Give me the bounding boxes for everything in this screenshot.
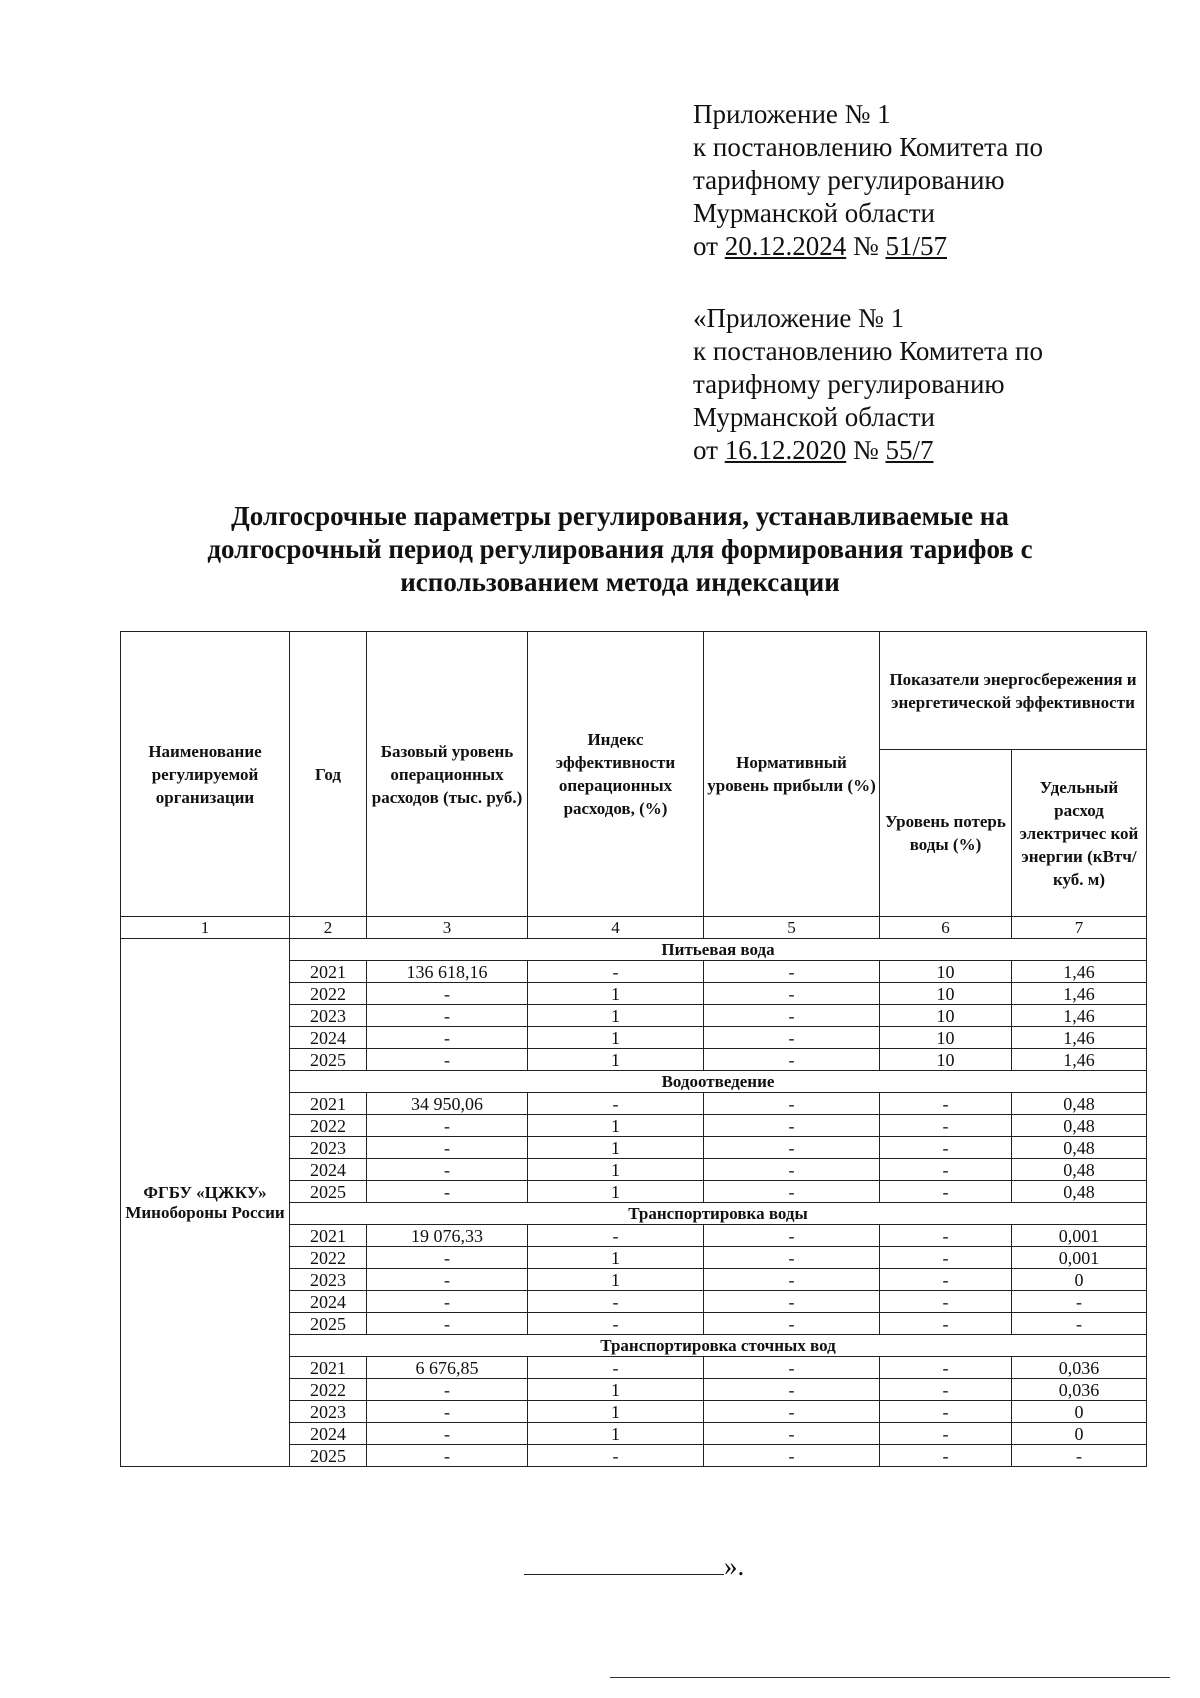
cell-profit-level: - (704, 1181, 880, 1203)
cell-water-loss: - (880, 1445, 1012, 1467)
column-number-cell: 5 (704, 917, 880, 939)
section-row (121, 939, 1147, 961)
header-year: Год (290, 632, 367, 917)
column-number-cell: 2 (290, 917, 367, 939)
column-number-cell: 7 (1012, 917, 1147, 939)
cell-efficiency-index: - (528, 1291, 704, 1313)
cell-efficiency-index: - (528, 1225, 704, 1247)
cell-year: 2021 (290, 1357, 367, 1379)
cell-efficiency-index: 1 (528, 1401, 704, 1423)
cell-base-level: - (367, 1445, 528, 1467)
section-title: Водоотведение (290, 1071, 1147, 1093)
header-efficiency-index: Индекс эффективности операционных расходов, (%) (528, 632, 704, 917)
section-title: Транспортировка сточных вод (290, 1335, 1147, 1357)
cell-base-level: 6 676,85 (367, 1357, 528, 1379)
number-prefix: № (846, 435, 886, 465)
cell-base-level: - (367, 1005, 528, 1027)
cell-water-loss: - (880, 1401, 1012, 1423)
cell-year: 2022 (290, 1247, 367, 1269)
cell-year: 2023 (290, 1269, 367, 1291)
footer-divider (610, 1677, 1170, 1678)
cell-profit-level: - (704, 1225, 880, 1247)
cell-efficiency-index: - (528, 1313, 704, 1335)
cell-efficiency-index: 1 (528, 1247, 704, 1269)
column-number-cell: 3 (367, 917, 528, 939)
appendix-date-line (693, 434, 1153, 467)
cell-water-loss: 10 (880, 1005, 1012, 1027)
cell-year: 2025 (290, 1445, 367, 1467)
cell-profit-level: - (704, 1291, 880, 1313)
cell-efficiency-index: 1 (528, 1181, 704, 1203)
cell-water-loss: - (880, 1181, 1012, 1203)
cell-base-level: - (367, 1313, 528, 1335)
appendix-header-current (693, 98, 1153, 263)
cell-year: 2025 (290, 1313, 367, 1335)
header-water-loss: Уровень потерь воды (%) (880, 750, 1012, 917)
document-title (120, 500, 1120, 599)
cell-year: 2024 (290, 1291, 367, 1313)
appendix-line: тарифному регулированию (693, 165, 1005, 195)
cell-electricity: 0 (1012, 1401, 1147, 1423)
cell-year: 2023 (290, 1005, 367, 1027)
cell-water-loss: - (880, 1247, 1012, 1269)
cell-year: 2022 (290, 983, 367, 1005)
appendix-line: Мурманской области (693, 402, 935, 432)
cell-base-level: 34 950,06 (367, 1093, 528, 1115)
section-title: Питьевая вода (290, 939, 1147, 961)
cell-electricity: 0,48 (1012, 1115, 1147, 1137)
resolution-date: 16.12.2020 (724, 435, 847, 465)
cell-year: 2021 (290, 1225, 367, 1247)
cell-year: 2025 (290, 1181, 367, 1203)
cell-base-level: - (367, 1027, 528, 1049)
cell-base-level: - (367, 1137, 528, 1159)
cell-electricity: 1,46 (1012, 1049, 1147, 1071)
cell-base-level: 136 618,16 (367, 961, 528, 983)
cell-electricity: - (1012, 1445, 1147, 1467)
appendix-line: тарифному регулированию (693, 369, 1005, 399)
cell-water-loss: 10 (880, 983, 1012, 1005)
cell-water-loss: - (880, 1093, 1012, 1115)
cell-year: 2022 (290, 1115, 367, 1137)
cell-base-level: - (367, 1247, 528, 1269)
cell-profit-level: - (704, 961, 880, 983)
resolution-number: 55/7 (885, 435, 934, 465)
cell-electricity: 0 (1012, 1423, 1147, 1445)
column-number-cell: 1 (121, 917, 290, 939)
cell-efficiency-index: 1 (528, 1115, 704, 1137)
column-number-cell: 6 (880, 917, 1012, 939)
cell-electricity: 0,036 (1012, 1379, 1147, 1401)
cell-efficiency-index: 1 (528, 1423, 704, 1445)
cell-base-level: - (367, 1423, 528, 1445)
resolution-date: 20.12.2024 (724, 231, 847, 261)
cell-efficiency-index: 1 (528, 983, 704, 1005)
date-prefix: от (693, 435, 725, 465)
appendix-line: к постановлению Комитета по (693, 132, 1043, 162)
appendix-header-original (693, 302, 1153, 467)
appendix-line: Приложение № 1 (693, 99, 891, 129)
cell-electricity: 1,46 (1012, 961, 1147, 983)
number-prefix: № (846, 231, 886, 261)
cell-electricity: - (1012, 1291, 1147, 1313)
cell-efficiency-index: - (528, 961, 704, 983)
resolution-number: 51/57 (885, 231, 947, 261)
cell-water-loss: - (880, 1291, 1012, 1313)
cell-electricity: 1,46 (1012, 1005, 1147, 1027)
cell-base-level: 19 076,33 (367, 1225, 528, 1247)
cell-water-loss: 10 (880, 1027, 1012, 1049)
date-prefix: от (693, 231, 725, 261)
cell-electricity: 0,001 (1012, 1247, 1147, 1269)
cell-profit-level: - (704, 1027, 880, 1049)
appendix-line: «Приложение № 1 (693, 303, 905, 333)
cell-efficiency-index: 1 (528, 1379, 704, 1401)
cell-base-level: - (367, 1269, 528, 1291)
organization-name: ФГБУ «ЦЖКУ» Минобороны России (121, 939, 290, 1467)
cell-profit-level: - (704, 1445, 880, 1467)
cell-base-level: - (367, 1181, 528, 1203)
header-energy-group: Показатели энергосбережения и энергетической эффективности (880, 632, 1147, 750)
cell-base-level: - (367, 1291, 528, 1313)
header-profit-level: Нормативный уровень прибыли (%) (704, 632, 880, 917)
cell-electricity: 0,48 (1012, 1181, 1147, 1203)
cell-profit-level: - (704, 1049, 880, 1071)
cell-base-level: - (367, 1379, 528, 1401)
cell-water-loss: - (880, 1269, 1012, 1291)
cell-profit-level: - (704, 1115, 880, 1137)
cell-electricity: 1,46 (1012, 983, 1147, 1005)
cell-electricity: 0,48 (1012, 1159, 1147, 1181)
title-line: использованием метода индексации (400, 567, 840, 597)
cell-profit-level: - (704, 983, 880, 1005)
cell-efficiency-index: 1 (528, 1027, 704, 1049)
cell-electricity: 1,46 (1012, 1027, 1147, 1049)
cell-profit-level: - (704, 1247, 880, 1269)
cell-water-loss: - (880, 1313, 1012, 1335)
cell-water-loss: - (880, 1423, 1012, 1445)
cell-electricity: 0,001 (1012, 1225, 1147, 1247)
title-line: Долгосрочные параметры регулирования, устанавливаемые на (231, 501, 1009, 531)
appendix-date-line (693, 230, 1153, 263)
column-number-cell: 4 (528, 917, 704, 939)
cell-water-loss: - (880, 1115, 1012, 1137)
cell-efficiency-index: 1 (528, 1049, 704, 1071)
closing-mark (524, 1550, 744, 1583)
cell-base-level: - (367, 1401, 528, 1423)
cell-profit-level: - (704, 1423, 880, 1445)
section-title: Транспортировка воды (290, 1203, 1147, 1225)
cell-profit-level: - (704, 1137, 880, 1159)
cell-base-level: - (367, 983, 528, 1005)
cell-profit-level: - (704, 1401, 880, 1423)
cell-base-level: - (367, 1049, 528, 1071)
cell-water-loss: - (880, 1159, 1012, 1181)
title-line: долгосрочный период регулирования для формирования тарифов с (207, 534, 1033, 564)
cell-water-loss: 10 (880, 961, 1012, 983)
regulation-parameters-table (120, 631, 1147, 1467)
cell-year: 2022 (290, 1379, 367, 1401)
cell-year: 2021 (290, 1093, 367, 1115)
cell-electricity: 0 (1012, 1269, 1147, 1291)
cell-year: 2024 (290, 1027, 367, 1049)
cell-efficiency-index: - (528, 1445, 704, 1467)
cell-efficiency-index: 1 (528, 1269, 704, 1291)
closing-quote: ». (724, 1551, 745, 1581)
column-numbers-row (121, 917, 1147, 939)
cell-electricity: - (1012, 1313, 1147, 1335)
cell-water-loss: - (880, 1137, 1012, 1159)
cell-profit-level: - (704, 1159, 880, 1181)
cell-efficiency-index: 1 (528, 1005, 704, 1027)
cell-profit-level: - (704, 1379, 880, 1401)
cell-profit-level: - (704, 1005, 880, 1027)
cell-year: 2024 (290, 1159, 367, 1181)
appendix-line: Мурманской области (693, 198, 935, 228)
cell-efficiency-index: 1 (528, 1137, 704, 1159)
cell-efficiency-index: 1 (528, 1159, 704, 1181)
header-base-level: Базовый уровень операционных расходов (тыс. руб.) (367, 632, 528, 917)
cell-electricity: 0,48 (1012, 1137, 1147, 1159)
cell-efficiency-index: - (528, 1357, 704, 1379)
cell-year: 2021 (290, 961, 367, 983)
cell-water-loss: - (880, 1357, 1012, 1379)
cell-base-level: - (367, 1159, 528, 1181)
cell-profit-level: - (704, 1093, 880, 1115)
cell-water-loss: - (880, 1379, 1012, 1401)
cell-year: 2024 (290, 1423, 367, 1445)
cell-year: 2025 (290, 1049, 367, 1071)
cell-electricity: 0,036 (1012, 1357, 1147, 1379)
appendix-line: к постановлению Комитета по (693, 336, 1043, 366)
cell-year: 2023 (290, 1401, 367, 1423)
cell-efficiency-index: - (528, 1093, 704, 1115)
cell-base-level: - (367, 1115, 528, 1137)
cell-profit-level: - (704, 1313, 880, 1335)
cell-water-loss: - (880, 1225, 1012, 1247)
cell-profit-level: - (704, 1269, 880, 1291)
header-org: Наименование регулируемой организации (121, 632, 290, 917)
cell-year: 2023 (290, 1137, 367, 1159)
cell-electricity: 0,48 (1012, 1093, 1147, 1115)
cell-profit-level: - (704, 1357, 880, 1379)
header-electricity: Удельный расход электричес кой энергии (кВтч/куб. м) (1012, 750, 1147, 917)
cell-water-loss: 10 (880, 1049, 1012, 1071)
closing-underline (524, 1552, 724, 1575)
